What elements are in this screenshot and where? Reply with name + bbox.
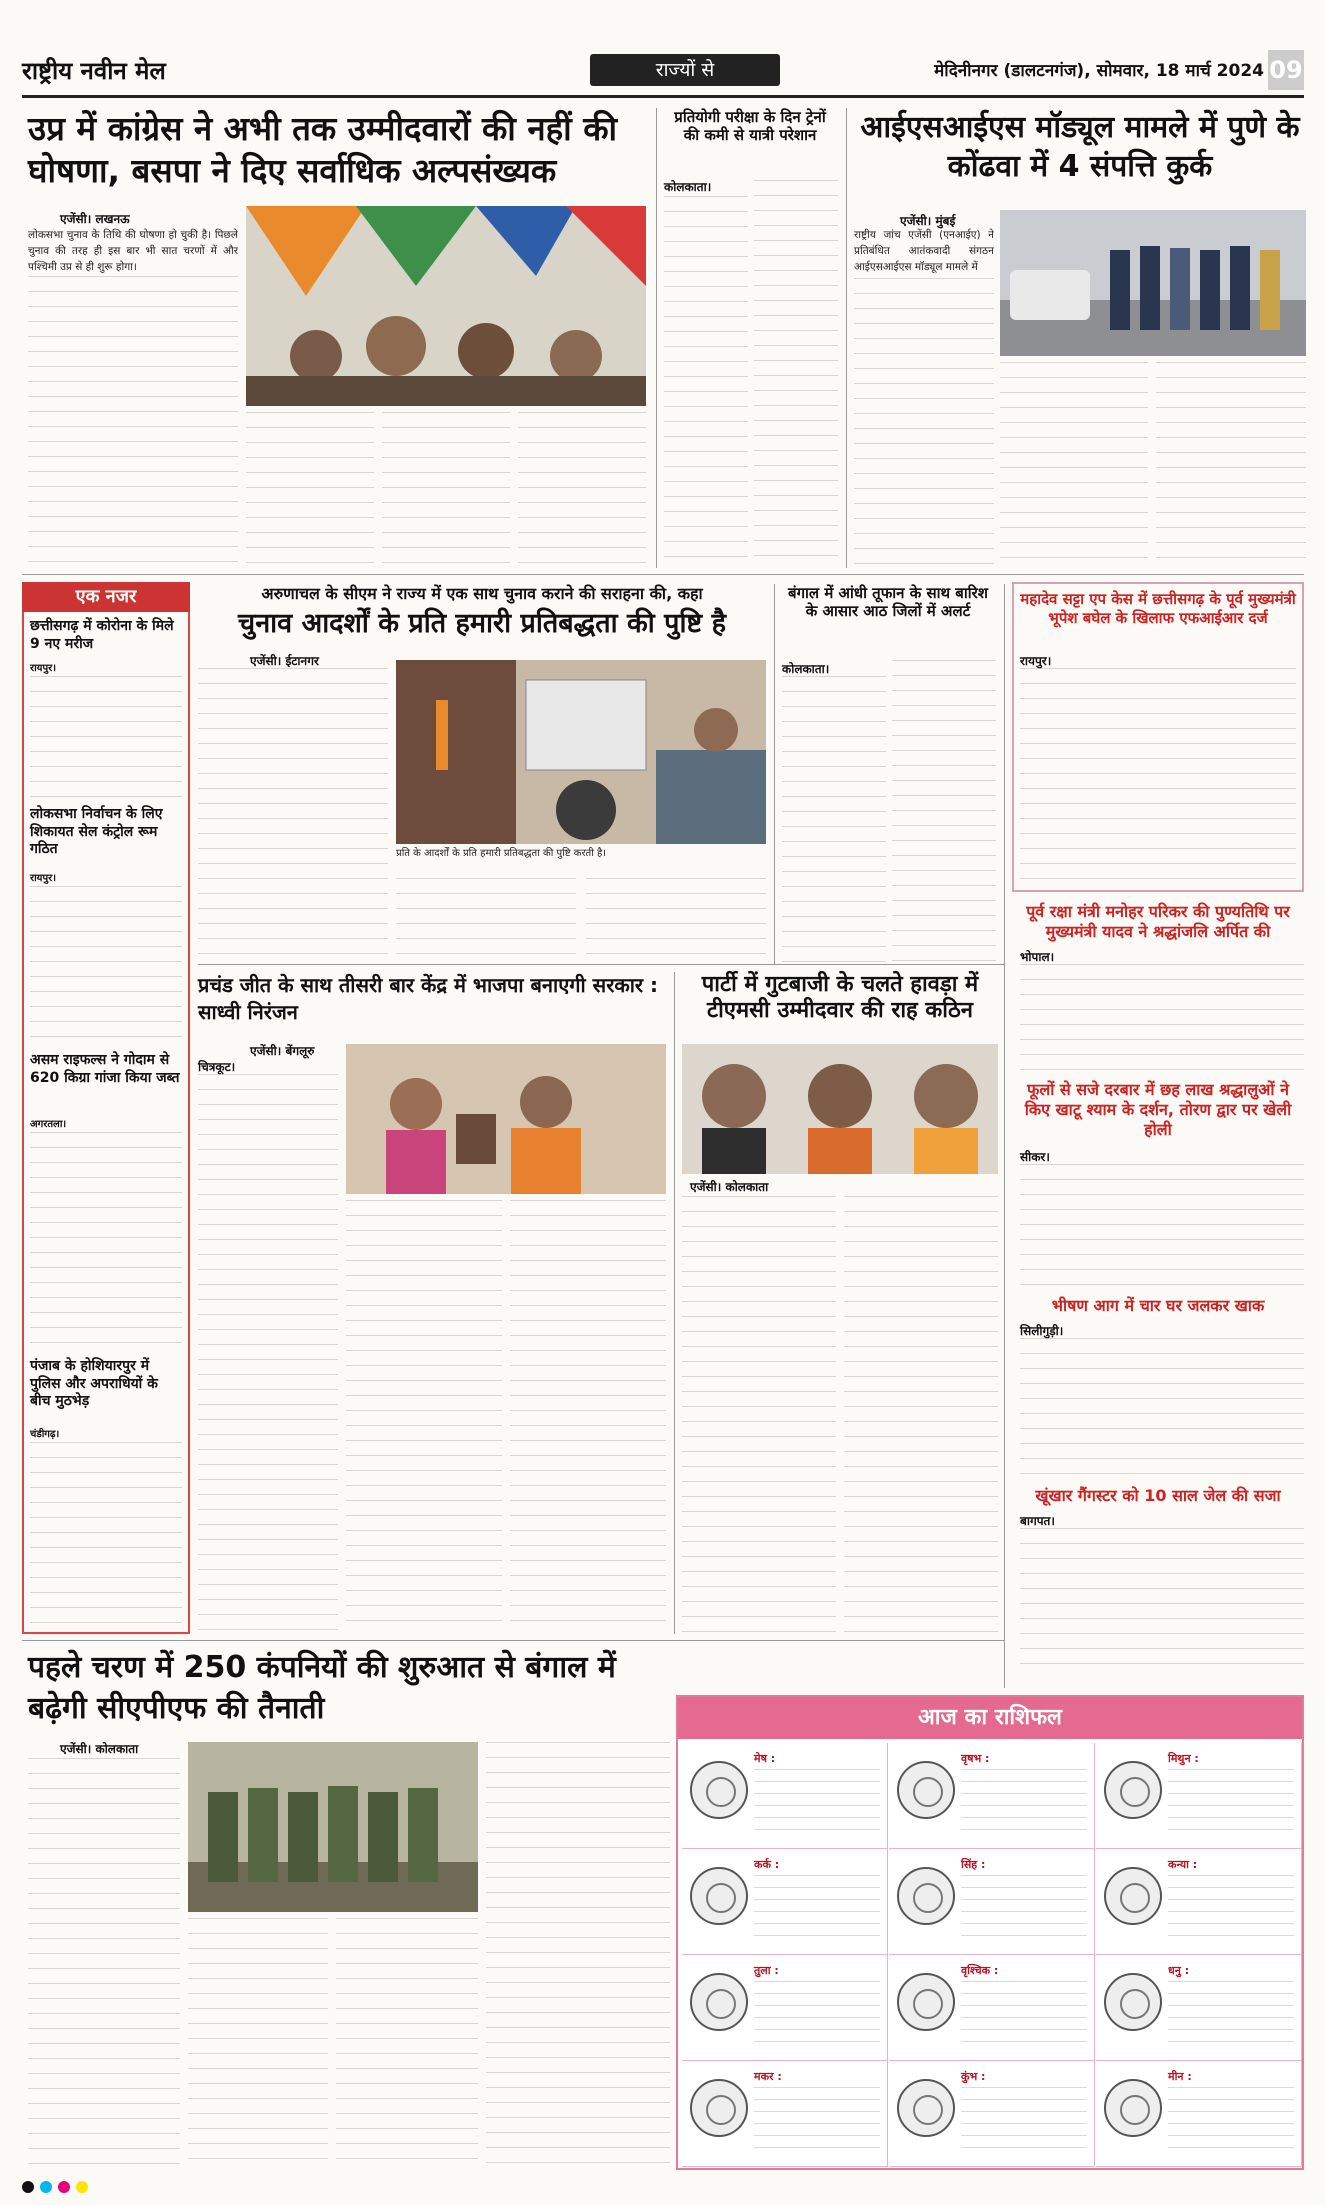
rashifal-title: आज का राशिफल: [678, 1697, 1302, 1739]
text-parrikar: [1020, 964, 1304, 1072]
text-column-sadhvi-2: [346, 1200, 502, 1634]
text-khatu: [1020, 1164, 1304, 1288]
zodiac-sign-icon: [897, 2079, 955, 2137]
headline-baghel: महादेव सट्टा एप केस में छत्तीसगढ़ के पूर्व मुख्यमंत्री भूपेश बघेल के खिलाफ एफआईआर दर्ज: [1020, 590, 1296, 627]
text-gangster: [1020, 1528, 1304, 1678]
text-column-arunachal-2: [396, 878, 576, 958]
zodiac-sign-icon: [897, 1973, 955, 2031]
text-column-sadhvi-1: [198, 1074, 338, 1634]
text-column-congress-1: [28, 276, 238, 568]
headline-bengal-storm: बंगाल में आंधी तूफान के साथ बारिश के आसार आठ जिलों में अलर्ट: [788, 584, 988, 620]
headline-isis: आईएसआईएस मॉड्यूल मामले में पुणे के कोंढवा में 4 संपत्ति कुर्क: [860, 110, 1300, 184]
text-column-isis-3: [1156, 362, 1306, 568]
text-column-tmc-1: [682, 1196, 836, 1634]
photo-capf-troops: [188, 1742, 478, 1912]
masthead: [22, 50, 1304, 98]
rashi-text: [961, 1981, 1087, 2053]
text-column-congress-3: [382, 412, 510, 568]
rashi-name: मेष :: [754, 1752, 776, 1765]
zodiac-sign-icon: [897, 1761, 955, 1819]
headline-pariksha: प्रतियोगी परीक्षा के दिन ट्रेनों की कमी से यात्री परेशान: [674, 108, 826, 144]
rashi-cell: [1096, 1743, 1302, 1849]
headline-sadhvi: प्रचंड जीत के साथ तीसरी बार केंद्र में भाजपा बनाएगी सरकार : साध्वी निरंजन: [198, 973, 659, 1024]
nazar-item-ganja: असम राइफल्स ने गोदाम से 620 किग्रा गांजा किया जब्त: [30, 1052, 180, 1086]
byline-isis: एजेंसी। मुंबई: [900, 214, 956, 228]
rashi-name: मिथुन :: [1168, 1752, 1199, 1765]
rashi-text: [961, 2087, 1087, 2159]
nazar-item-encounter-text: [30, 1442, 182, 1628]
byline-parrikar: भोपाल।: [1020, 950, 1055, 964]
zodiac-sign-icon: [1104, 1973, 1162, 2031]
nazar-item-corona: छत्तीसगढ़ में कोरोना के मिले 9 नए मरीज: [30, 618, 174, 652]
rashi-text: [754, 1981, 880, 2053]
text-column-bengal-storm-1: [782, 676, 886, 964]
color-registration-bar: [22, 2178, 1304, 2190]
text-column-capf-4: [486, 1742, 670, 2170]
headline-parrikar: पूर्व रक्षा मंत्री मनोहर परिकर की पुण्यतिथि पर मुख्यमंत्री यादव ने श्रद्धांजलि अर्पित की: [1026, 902, 1290, 941]
photo-congress-rally: [246, 206, 646, 406]
byline-tmc: एजेंसी। कोलकाता: [690, 1180, 769, 1194]
text-column-bengal-storm-2: [892, 660, 996, 964]
headline-bhishan: भीषण आग में चार घर जलकर खाक: [1051, 1296, 1265, 1315]
headline-gangster: खूंखार गैंगस्टर को 10 साल जेल की सजा: [1035, 1486, 1281, 1505]
nazar-item-control-room-byline: रायपुर।: [30, 873, 57, 884]
zodiac-sign-icon: [690, 2079, 748, 2137]
byline-baghel: रायपुर।: [1020, 654, 1052, 668]
rashi-text: [1168, 2087, 1294, 2159]
rashi-name: सिंह :: [961, 1858, 986, 1871]
paper-name: राष्ट्रीय नवीन मेल: [22, 57, 166, 85]
rashi-cell: [682, 1849, 888, 1955]
text-baghel: [1020, 668, 1296, 886]
zodiac-sign-icon: [690, 1973, 748, 2031]
byline-congress: एजेंसी। लखनऊ: [60, 212, 130, 226]
text-column-congress-2: [246, 412, 374, 568]
byline-pariksha: कोलकाता।: [664, 180, 712, 194]
rashi-name: कुंभ :: [961, 2070, 986, 2083]
headline-arunachal: चुनाव आदर्शों के प्रति हमारी प्रतिबद्धता की पुष्टि है: [238, 608, 726, 639]
rashi-cell: [889, 1955, 1095, 2061]
issue-date: मेदिनीनगर (डालटनगंज), सोमवार, 18 मार्च 2024: [934, 61, 1264, 81]
byline-capf: एजेंसी। कोलकाता: [60, 1742, 139, 1756]
lead-label-sadhvi: चित्रकूट।: [198, 1060, 236, 1074]
rashi-name: वृषभ :: [961, 1752, 990, 1765]
rashi-cell: [682, 1743, 888, 1849]
lead-congress: लोकसभा चुनाव के तिथि की घोषणा हो चुकी है। पिछले चुनाव की तरह ही इस बार भी सात चरणों में और पश्चिमी उप्र से ही शुरू होगा।: [28, 229, 238, 273]
headline-tmc: पार्टी में गुटबाजी के चलते हावड़ा में टीएमसी उम्मीदवार की राह कठिन: [701, 972, 979, 1024]
kicker-arunachal: अरुणाचल के सीएम ने राज्य में एक साथ चुनाव कराने की सराहना की, कहा: [261, 584, 703, 603]
nazar-item-corona-byline: रायपुर।: [30, 663, 57, 674]
rashi-name: कर्क :: [754, 1858, 780, 1871]
text-column-isis-1: [854, 278, 994, 568]
byline-arunachal: एजेंसी। ईटानगर: [250, 654, 319, 668]
byline-bengal-storm: कोलकाता।: [782, 662, 830, 676]
zodiac-sign-icon: [1104, 1761, 1162, 1819]
text-column-arunachal-1: [198, 668, 388, 958]
rashi-text: [754, 2087, 880, 2159]
zodiac-sign-icon: [690, 1867, 748, 1925]
ek-nazar-tag: एक नजर: [22, 582, 190, 612]
rashi-cell: [889, 1743, 1095, 1849]
text-column-capf-2: [188, 1918, 328, 2170]
rashi-text: [961, 1769, 1087, 1841]
photo-nia-raid: [1000, 210, 1306, 356]
rashi-name: कन्या :: [1168, 1858, 1198, 1871]
rashi-name: मकर :: [754, 2070, 782, 2083]
zodiac-sign-icon: [1104, 2079, 1162, 2137]
text-column-capf-3: [336, 1918, 478, 2170]
rashi-name: मीन :: [1168, 2070, 1192, 2083]
rashi-cell: [1096, 1955, 1302, 2061]
lead-isis: राष्ट्रीय जांच एजेंसी (एनआईए) ने प्रतिबंधित आतंकवादी संगठन आईएसआईएस मॉड्यूल मामले में: [854, 229, 994, 273]
headline-congress: उप्र में कांग्रेस ने अभी तक उम्मीदवारों की नहीं की घोषणा, बसपा ने दिए सर्वाधिक अल्पसंख्यक: [28, 109, 618, 191]
nazar-item-encounter: पंजाब के होशियारपुर में पुलिस और अपराधियों के बीच मुठभेड़: [30, 1358, 158, 1409]
rashi-cell: [1096, 1849, 1302, 1955]
rashi-cell: [889, 1849, 1095, 1955]
byline-sadhvi: एजेंसी। बेंगलूरु: [250, 1044, 315, 1058]
text-column-tmc-2: [844, 1196, 998, 1634]
rashi-text: [961, 1875, 1087, 1947]
nazar-item-control-room: लोकसभा निर्वाचन के लिए शिकायत सेल कंट्रोल रूम गठित: [30, 806, 163, 857]
text-column-congress-4: [518, 412, 646, 568]
nazar-item-corona-text: [30, 676, 182, 800]
text-column-pariksha-1: [664, 196, 748, 568]
rashi-name: वृश्चिक :: [961, 1964, 999, 1977]
text-column-arunachal-3: [586, 878, 766, 958]
text-column-pariksha-2: [754, 180, 838, 568]
headline-capf: पहले चरण में 250 कंपनियों की शुरुआत से बंगाल में बढ़ेगी सीएपीएफ की तैनाती: [28, 1650, 616, 1726]
nazar-item-encounter-byline: चंडीगढ़।: [30, 1429, 60, 1440]
text-bhishan: [1020, 1338, 1304, 1478]
rashi-cell: [889, 2061, 1095, 2167]
headline-khatu: फूलों से सजे दरबार में छह लाख श्रद्धालुओं ने किए खाटू श्याम के दर्शन, तोरण द्वार पर खेली होली: [1024, 1080, 1292, 1139]
photo-tmc-candidates: [682, 1044, 998, 1174]
rashi-name: तुला :: [754, 1964, 779, 1977]
page-number: 09: [1268, 50, 1304, 90]
photo-arunachal-cm: [396, 660, 766, 844]
byline-khatu: सीकर।: [1020, 1150, 1050, 1164]
zodiac-sign-icon: [897, 1867, 955, 1925]
rashi-text: [1168, 1769, 1294, 1841]
text-column-isis-2: [1000, 362, 1148, 568]
byline-bhishan: सिलीगुड़ी।: [1020, 1324, 1064, 1338]
byline-gangster: बागपत।: [1020, 1514, 1055, 1528]
section-label: राज्यों से: [590, 54, 780, 86]
zodiac-sign-icon: [1104, 1867, 1162, 1925]
rashi-cell: [682, 1955, 888, 2061]
nazar-item-ganja-text: [30, 1132, 182, 1350]
rashi-cell: [1096, 2061, 1302, 2167]
nazar-item-ganja-byline: अगरतला।: [30, 1119, 67, 1130]
rashi-text: [1168, 1875, 1294, 1947]
nazar-item-control-room-text: [30, 886, 182, 1044]
caption-arunachal: प्रति के आदर्शों के प्रति हमारी प्रतिबद्धता की पुष्टि करती है।: [396, 848, 607, 859]
rashi-name: धनु :: [1168, 1964, 1190, 1977]
rashi-text: [754, 1769, 880, 1841]
text-column-capf-1: [28, 1758, 180, 2170]
rashi-text: [754, 1875, 880, 1947]
photo-sadhvi: [346, 1044, 666, 1194]
text-column-sadhvi-3: [510, 1200, 666, 1634]
zodiac-sign-icon: [690, 1761, 748, 1819]
rashi-cell: [682, 2061, 888, 2167]
rashi-text: [1168, 1981, 1294, 2053]
rashifal-panel: [676, 1695, 1304, 2170]
